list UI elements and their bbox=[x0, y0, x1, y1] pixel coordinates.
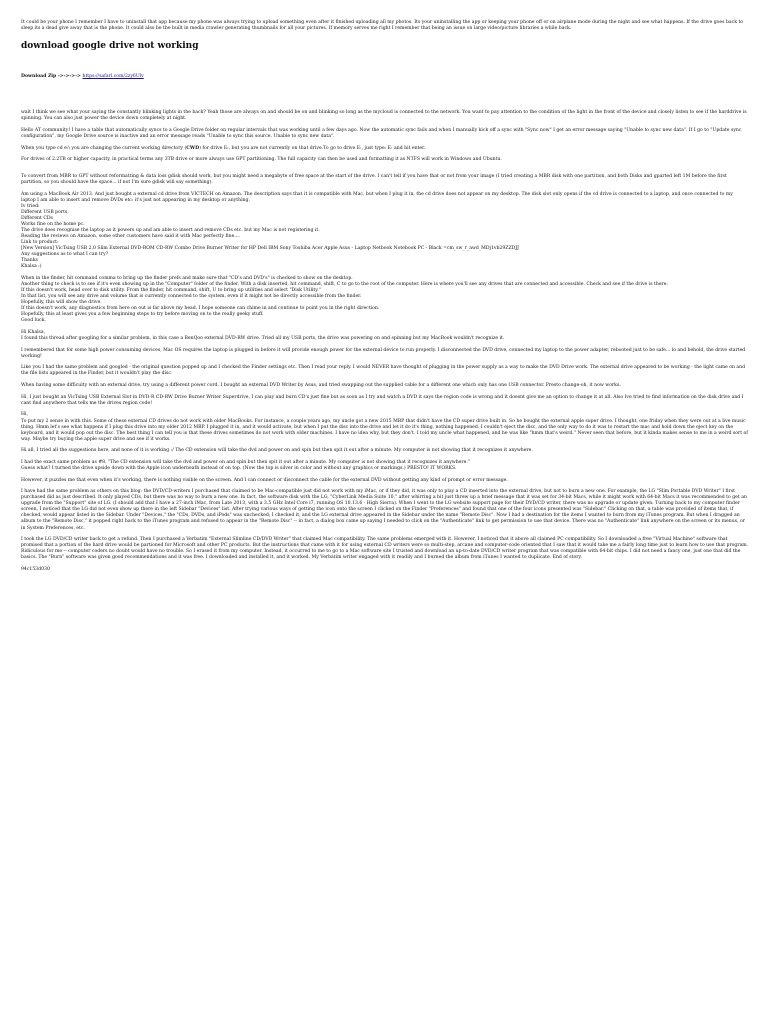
text-line: Thanks bbox=[21, 258, 38, 264]
text-line: Guess what? I turned the drive upside down with the Apple icon underneath instead of on top. (Now the top is silver in color and without any graphics or markings.) PRESTO! IT WORKS. bbox=[21, 465, 457, 471]
footer-id: 94c153d030 bbox=[21, 566, 50, 572]
paragraph-cwd: When you type cd e:\ you are changing the current working directory (CWD) for drive E:, but you are not currently on that drive.To go to drive E:, just type: E: and hit enter. bbox=[21, 145, 426, 151]
paragraph-gpt: For drives of 2.2TB or higher capacity, in practical terms any 3TB drive or more always use GPT partitioning. The full capacity can then be used and formatting it as NTFS will work in Windows and Ubuntu. bbox=[21, 157, 502, 163]
khalsa-reply bbox=[21, 330, 749, 342]
text-line: Another thing to check is to see if it's even showing up in the "Computer" folder of the finder. With a disk inserted, hit command, shift, C to go to the root of the computer. Here is where you'll see any drives that are connected and accessible. Check and see if the drive is there. bbox=[21, 282, 668, 288]
text-line: Hi, bbox=[21, 412, 28, 418]
text-line: Iv tried: bbox=[21, 203, 40, 209]
paragraph-verbatim-writer: I took the LG DVD/CD writer back to get a refund. Then I purchased a Verbatim "External Slimline CD/DVD Writer" that claimed Mac compatibility. The same problems emerged with it. However, I noticed that it above all claimed PC compatibility. So I downloaded a free "Virtual Machine" software that promised that a portion of the hard drive would be partioned for Microsoft and other PC products. But the instructions that came with it for using external CD writers were so multi-step, arcane and computer-code oriented that I saw that it would take me a fairly long time just to learn how to use that program. Ridiculous for me -- computer coders no doubt would have no trouble. So I erased it from my computer. Instead, it occurred to me to go to a Mac software site I trusted and download an up-to-date DVD/CD writer program that was compatible with 64-bit chips. I did not need a fancy one, just one that did the basics. The "Burn" software was given good recommendations and it was free. I downloaded and installed it, and it worked. My Verbatim writer engaged with it readily and I burned the album from iTunes I wanted to duplicate. End of story. bbox=[21, 537, 749, 561]
text-line: Different CDs bbox=[21, 216, 53, 222]
text-line: I found this thread after googling for a similar problem, in this case a BenQoo external DVD-RW drive. Tried all my USB ports, the drive was powering on and spinning but my MacBook wouldn't recognize it. bbox=[21, 336, 505, 342]
text-line: To put my 2 sense in with this. Some of these external CD drives do not work with older MacBooks. For instance, a couple years ago, my uncle got a new 2015 MBP that didn't have the CD super drive built in. So he bought the external apple super drive. I thought, one friday when they were out at a live music thing. Hmm let's see what happens if I plug this drive into my older 2012 MBP. I plugged it in, and it would activate, but when I put the disc into the drive and let it do it's thing, nothing happened. I couldn't eject the disc, and the only way to do it was to restart the mac and hold down the eject key on the keyboard, and it would pop out the disc. The best thing I can tell you is that these drives sometimes do not work with older machines. I have no idea why, but they don't. I told my uncle what happened, and he was like "hmm that's weird." Never seen that before, but it kinda makes sense to me in a weird sort of way. Maybe try buying the apple super drive and see if it works. bbox=[21, 418, 749, 442]
intro-paragraph: It could be your phone I remember I have to uninstall that app because my phone was always trying to upload something even after it finished uploading all my photos. Its your uninstalling the app or keeping your phone off or on airplane mode during the night and see what happens. If the drive goes back to sleep its a dead give away that is the phone. It could also be the built in media crawler generating thumbnails for all your pictures. If memory serves me right I remember that being an issue on large video/picture libraries a while back. bbox=[21, 20, 744, 32]
paragraph-macbook-air: Am using a MacBook Air 2013. And just bought a external cd drive from VICTECH on Amazon. The description says that it is compatible with Mac, but when I plug it in, the cd drive does not appear on my desktop. The disk slot only opens if the cd drive is connected to a laptop, and once connected to my laptop I am able to insert and remove DVDs etc: it's just not appearing in my desktop or anything. bbox=[21, 191, 733, 203]
download-line bbox=[21, 74, 749, 80]
older-macbooks-reply bbox=[21, 412, 749, 442]
text-line: Works fine on the home pc. bbox=[21, 222, 85, 228]
finder-reply bbox=[21, 276, 749, 324]
download-link[interactable]: https://safarl.com/2zy6Ulv bbox=[82, 74, 144, 80]
text-line: Any suggestions as to what I can try? bbox=[21, 252, 109, 258]
paragraph-suggestions-failed: Hi all, I tried all the suggestions here, and none of it is working :/ The CD extension will take the dvd and power on and spin but then spit it out after a minute. My computer is not showing that it recognizes it anywhere. bbox=[21, 448, 533, 454]
text-line: Link to product: bbox=[21, 240, 59, 246]
text-line: Good luck. bbox=[21, 318, 46, 324]
text-line: Reading the reviews on Amazon, some other customers have said it with Mac perfectly fine.... bbox=[21, 234, 241, 240]
paragraph-power-cord: When having some difficulty with an external drive, try using a different power cord. I bought an external DVD Writer by Asus, and tried swapping out the supplied cable for a different one which only has one USB connector. Presto change-oh, it now works. bbox=[21, 383, 621, 389]
text-line: If this doesn't work, head over to disk utility. From the finder, hit command, shift, U to bring up utilities and select "Disk Utility." bbox=[21, 288, 321, 294]
text-line: [New Version] VicTsing USB 2.0 Slim External DVD-ROM CD-RW Combo Drive Burner Writer for HP Dell IBM Sony Toshiba Acer Apple Asus - Laptop Netbook Notebook PC - Black =cm_sw_r_awd_MDj1vb29ZZDJJ bbox=[21, 246, 520, 252]
victech-post bbox=[21, 204, 749, 271]
paragraph-airtable-sync: Hello AT community! I have a table that automatically syncs to a Google Drive folder on regular intervals that was working until a few days ago. Now the automatic sync fails and when I manually kick off a sync with "Sync now" I get an error message saying "Unable to sync new data". If I go to "Update sync configuration", my Google Drive source is inactive and an error message reads "Unable to sync this source. Unable to sync new data". bbox=[21, 127, 742, 139]
paragraph-region-code: Hi, I just bought an VicTsing USB External Slot in DVD-R CD-RW Drive Burner Writer Superdrive, I can play and burn CD's just fine but as soon as I try and watch a DVD it says the region code is wrong and it doesnt give me an option to change it at all. Also Ive tried to find information on the disk drive and I cant find anywhere that tells me the drives region code! bbox=[21, 394, 744, 406]
upside-down-reply bbox=[21, 460, 749, 472]
page-title: download google drive not working bbox=[21, 41, 199, 52]
paragraph-power-adapter: I remembered that for some high power consuming devices, Mac OS requires the laptop is plugged in before it will provide enough power for the external device to run properly. I disconnected the DVD drive, connected my laptop to the power adapter, rebooted just to be safe... lo and behold, the drive started working! bbox=[21, 347, 746, 359]
text-line: Hi Khalsa, bbox=[21, 330, 46, 336]
paragraph-mbr-gpt: To convert from MBR to GPT without reformatting & data loss gdisk should work, but you might need a megabyte of free space at the start of the drive. I can't tell if you have that or not from your image (I tried creating a MBR disk with one partition, and both Disks and gparted left 1M before the first partition, so you should have the space... if not I'm sure gdisk will say something). bbox=[21, 174, 727, 186]
text-line: Different USB ports, bbox=[21, 210, 69, 216]
text-line: When in the finder, hit command comma to bring up the finder prefs and make sure that "CD's and DVD's" is checked to show on the desktop. bbox=[21, 276, 353, 282]
text-line: In that list, you will see any drive and volume that is currently connected to the system, even if it might not be directly accessible from the finder. bbox=[21, 294, 362, 300]
text-line: The drive does recognise the laptop as it powers up and am able to insert and remove CDs etc. but my Mac is not registering it. bbox=[21, 228, 320, 234]
text-line: I had the exact same problem as #8. "The CD extension will take the dvd and power on and spin but then spit it out after a minute. My computer is not showing that it recognizes it anywhere." bbox=[21, 459, 470, 465]
text-line: If this doesn't work, any diagnostics from here on out is far above my head. I hope someone can chime in and continue to point you in the right direction. bbox=[21, 306, 380, 312]
paragraph-blinking-lights: wait I think we see what your saying the constantly blinking lights in the back? Yeah those are always on and should be on and blinking so long as the mycloud is connected to the network. You want to pay attention to the condition of the light in the front of the device and closely listen to see if the harddrive is spinning. You can also just power the device down completely at night. bbox=[21, 110, 747, 122]
paragraph-puzzles: However, it puzzles me that even when it's working, there is nothing visible on the screen. And I can connect or disconnect the cable for the external DVD without getting any kind of prompt or error message. bbox=[21, 477, 508, 483]
download-label: Download Zip ->->->-> bbox=[21, 74, 81, 80]
paragraph-lg-writer: I have had the same problem as others on this blog: the DVD/CD-writers I purchased that claimed to be Mac-compatible just did not work with my iMac, or if they did, it was only to play a CD inserted into the external drive, but not to burn a new one. For example, the LG "Slim Portable DVD Writer" I first purchased did as just described. It only played CDs, but there was no way to burn a new one. In fact, the software disk with the LG, "CyberLink Media Suite 10," after whirring a bit just threw up a brief message that it was set for 34-bit Macs, while it might work with 64-bit Macs it was recommended to get an upgrade from the "Support" site of LG. (I should add that I have a 27-inch iMac, from Late 2013, with a 3.5 GHz Intel Core i7, running OS 10.13.6 - High Sierra). When I went to the LG website support page for their DVD/CD writer, there was no upgrade or update given. Turning back to my computer finder screen, I noticed that the LG did not even show up there in the left Sidebar "Devices" list. After trying various ways of getting the icon onto the screen I clicked on the Finder "Preferences" and found that one of the four icons presented was "Sidebar." Clicking on that, a table was provided of items that, if checked, would appear listed in the Sidebar. Under "Devices," the "CDs, DVDs, and iPods" was unchecked; I checked it, and the LG external drive appeared in the Sidebar under the name "Remote Disc". Now I had a destination for the items I wanted to burn from my iTunes program. But when I dragged an album to the "Remote Disc," it popped right back to the iTunes program and refused to appear in the "Remote Disc" -- in fact, a dialog box came up saying I needed to click on the "Authenticate" link to get permission to use that device. There was no "Authenticate" link anywhere on the screen or its menus, or in System Preferences, etc. bbox=[21, 489, 747, 531]
text-line: Hopefully, this at least gives you a few beginning steps to try before moving on to the really geeky stuff. bbox=[21, 312, 264, 318]
text-line: Khalsa :) bbox=[21, 264, 42, 270]
text-line: Hopefully, this will show the drive. bbox=[21, 300, 102, 306]
paragraph-power-supply: Like you I had the same problem and googled - the original question popped up and I checked the Finder settings etc. Then I read your reply. I would NEVER have thought of plugging in the power supply as a way to make the DVD Drive work. The external drive appeared to be working - the light came on and the file lists appeared in the Finder, but it wouldn't play the disc. bbox=[21, 365, 746, 377]
